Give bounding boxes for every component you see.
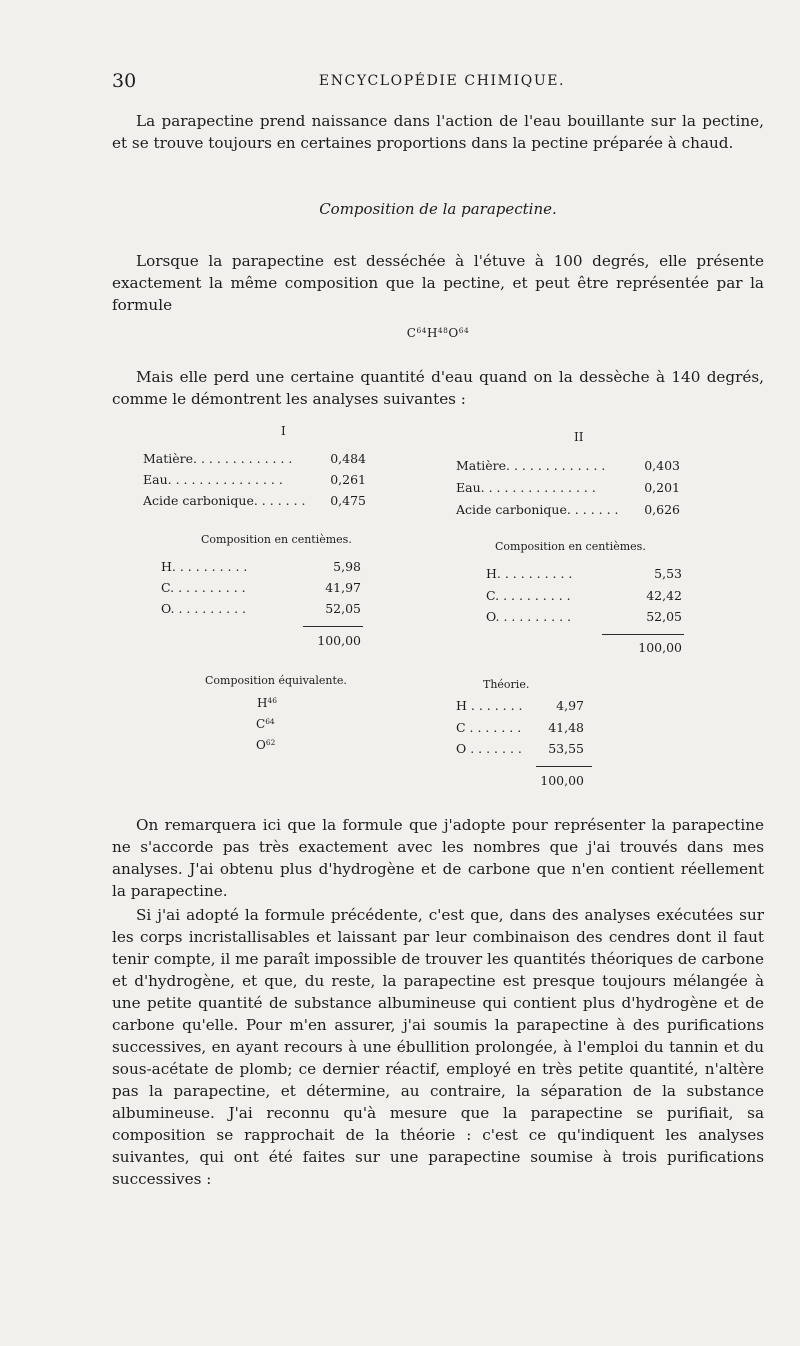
paragraph-dessiccation: Lorsque la parapectine est desséchée à l'étuve à 100 degrés, elle présente exactement la même composition que la pectine, et peut être représentée par la formule [112,252,764,314]
equivalent-index: 64 [265,716,275,726]
equivalent-index: 62 [265,737,276,747]
paragraph-purification: Si j'ai adopté la formule précédente, c'est que, dans des analyses exécutées sur les corps incristallisables et laissant par leur combinaison des cendres dont il faut tenir compte, il me paraît impossible de trouver les quantités théoriques de carbone et d'hydrogène, et que, du reste, la parapectine est presque toujours mélangée à une petite quantité de substance albumineuse qui contient plus d'hydrogène et de carbone qu'elle. Pour m'en assurer, j'ai soumis la parapectine à des purifications successives, en ayant recours à une ébullition prolongée, à l'emploi du tannin et du sous-acétate de plomb; ce dernier réactif, employé en très petite quantité, n'altère pas la parapectine, et détermine, au contraire, la séparation de la substance albumineuse. J'ai reconnu qu'à mesure que la parapectine se purifiait, sa composition se rapprochait de la théorie : c'est ce qu'indiquent les analyses suivantes, qui ont été faites sur une parapectine soumise à trois purifications successives : [112,906,764,1188]
analysis-2-value: 0,403 [644,458,680,473]
theory-caption: Théorie. [483,678,530,691]
equivalent-symbol: O [256,738,266,752]
element-label: H. . . . . . . . . . [161,559,248,574]
element-percentage: 5,53 [654,566,682,581]
running-title: ENCYCLOPÉDIE CHIMIQUE. [318,73,566,89]
analysis-1-value: 0,261 [330,472,366,487]
paragraph-remarque: On remarquera ici que la formule que j'adopte pour représenter la parapectine ne s'accorde pas très exactement avec les nombres que j'ai trouvés dans mes analyses. J'ai obtenu plus d'hydrogène et de carbone que n'en contient réellement la parapectine. [112,816,764,900]
theory-element: O . . . . . . . [456,741,522,756]
analysis-1-label: Matière. . . . . . . . . . . . . [143,451,293,466]
theory-sum-rule [536,766,592,767]
equivalent-element [256,717,275,731]
analysis-2-label: Matière. . . . . . . . . . . . . [456,458,606,473]
element-percentage: 52,05 [646,609,682,624]
element-label: C. . . . . . . . . . [161,580,246,595]
theory-element: C . . . . . . . [456,720,522,735]
equivalent-element [257,696,277,710]
formula-c: C [406,326,417,340]
analysis-2-composition-caption: Composition en centièmes. [495,540,646,553]
formula-c-index: 64 [416,325,427,335]
analysis-1-label: Acide carbonique. . . . . . . [143,493,306,508]
theory-value: 4,97 [556,698,584,713]
equivalent-index: 46 [267,695,277,705]
paragraph-analyses-intro: Mais elle perd une certaine quantité d'eau quand on la dessèche à 140 degrés, comme le démontrent les analyses suivantes : [112,368,764,408]
page-number: 30 [112,70,137,92]
element-percentage: 42,42 [646,588,682,603]
analysis-1-composition-caption: Composition en centièmes. [201,533,352,546]
equivalent-composition-caption: Composition équivalente. [205,674,347,687]
element-percentage: 52,05 [325,601,361,616]
analysis-2-sum-rule [602,634,684,635]
formula-h-index: 48 [437,325,449,335]
theory-total: 100,00 [540,773,584,788]
formula-o: O [448,326,459,340]
analysis-2-label: Eau. . . . . . . . . . . . . . . [456,480,596,495]
analysis-1-total: 100,00 [317,633,361,648]
theory-value: 41,48 [548,720,584,735]
element-percentage: 41,97 [325,580,361,595]
equivalent-element [256,738,275,752]
equivalent-symbol: C [256,717,266,731]
intro-paragraph: La parapectine prend naissance dans l'action de l'eau bouillante sur la pectine, et se trouve toujours en certaines proportions dans la pectine préparée à chaud. [112,112,764,152]
analysis-2-number: II [574,430,584,444]
formula-parapectine [112,326,764,340]
analysis-1-number: I [281,424,286,438]
theory-value: 53,55 [548,741,584,756]
analysis-1-value: 0,484 [330,451,366,466]
section-title: Composition de la parapectine. [319,200,557,218]
analysis-2-total: 100,00 [638,640,682,655]
analysis-2-value: 0,626 [644,502,680,517]
formula-h: H [426,326,438,340]
equivalent-symbol: H [257,696,268,710]
element-label: O. . . . . . . . . . [486,609,572,624]
theory-element: H . . . . . . . [456,698,523,713]
analysis-1-sum-rule [303,626,363,627]
element-percentage: 5,98 [333,559,361,574]
analysis-2-value: 0,201 [644,480,680,495]
element-label: C. . . . . . . . . . [486,588,571,603]
analysis-1-value: 0,475 [330,493,366,508]
analysis-2-label: Acide carbonique. . . . . . . [456,502,619,517]
page-header [112,70,772,96]
formula-o-index: 64 [458,325,470,335]
analysis-1-label: Eau. . . . . . . . . . . . . . . [143,472,283,487]
element-label: H. . . . . . . . . . [486,566,573,581]
element-label: O. . . . . . . . . . [161,601,247,616]
